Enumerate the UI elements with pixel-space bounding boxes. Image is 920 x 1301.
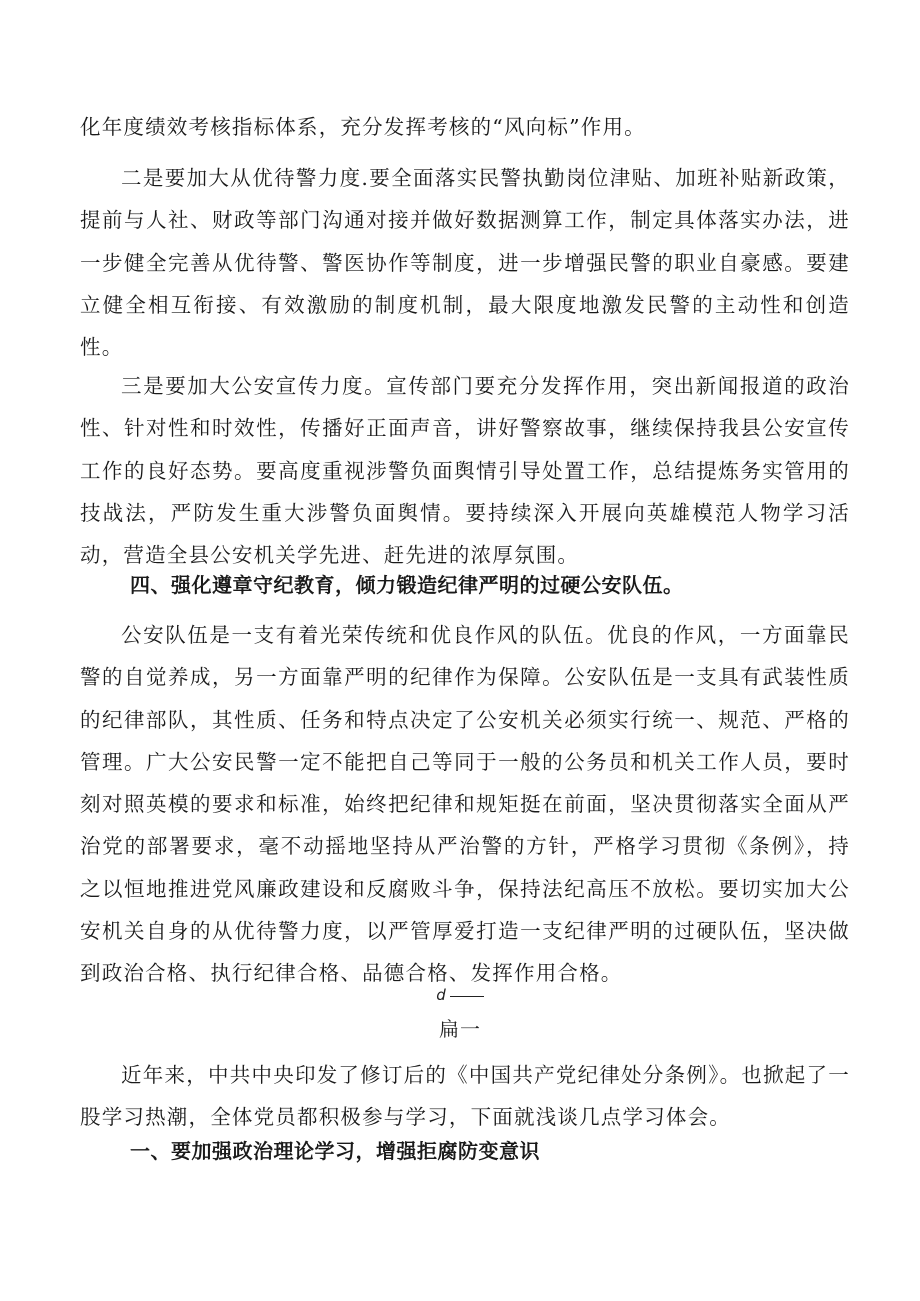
separator-mark: d [436, 986, 446, 1004]
separator-rule [450, 996, 484, 997]
paragraph-intro: 近年来，中共中央印发了修订后的《中国共产党纪律处分条例》。也掀起了一股学习热潮，全体党员都积极参与学习，下面就浅谈几点学习体会。 [80, 1063, 850, 1130]
section-separator [0, 984, 920, 1006]
paragraph-publicity: 三是要加大公安宣传力度。宣传部门要充分发挥作用，突出新闻报道的政治性、针对性和时效性，传播好正面声音，讲好警察故事，继续保持我县公安宣传工作的良好态势。要高度重视涉警负面舆情引导处置工作，总结提炼务实管用的技战法，严防发生重大涉警负面舆情。要持续深入开展向英雄模范人物学习活动，营造全县公安机关学先进、赶先进的浓厚氛围。 [80, 374, 850, 568]
section-title: 扁一 [439, 1017, 481, 1041]
section-heading-one: 一、要加强政治理论学习，增强拒腐防变意识 [130, 1139, 540, 1163]
section-heading-four: 四、强化遵章守纪教育，倾力锻造纪律严明的过硬公安队伍。 [130, 573, 684, 597]
paragraph-police-welfare: 二是要加大从优待警力度.要全面落实民警执勤岗位津贴、加班补贴新政策，提前与人社、财政等部门沟通对接并做好数据测算工作，制定具体落实办法，进一步健全完善从优待警、警医协作等制度，进一步增强民警的职业自豪感。要建立健全相互衔接、有效激励的制度机制，最大限度地激发民警的主动性和创造性。 [80, 166, 850, 360]
paragraph-discipline: 公安队伍是一支有着光荣传统和优良作风的队伍。优良的作风，一方面靠民警的自觉养成，另一方面靠严明的纪律作为保障。公安队伍是一支具有武装性质的纪律部队，其性质、任务和特点决定了公安机关必须实行统一、规范、严格的管理。广大公安民警一定不能把自己等同于一般的公务员和机关工作人员，要时刻对照英模的要求和标准，始终把纪律和规矩挺在前面，坚决贯彻落实全面从严治党的部署要求，毫不动摇地坚持从严治警的方针，严格学习贯彻《条例》，持之以恒地推进党风廉政建设和反腐败斗争，保持法纪高压不放松。要切实加大公安机关自身的从优待警力度，以严管厚爱打造一支纪律严明的过硬队伍，坚决做到政治合格、执行纪律合格、品德合格、发挥作用合格。 [80, 623, 850, 986]
paragraph-assessment-end: 化年度绩效考核指标体系，充分发挥考核的“风向标”作用。 [80, 115, 646, 139]
